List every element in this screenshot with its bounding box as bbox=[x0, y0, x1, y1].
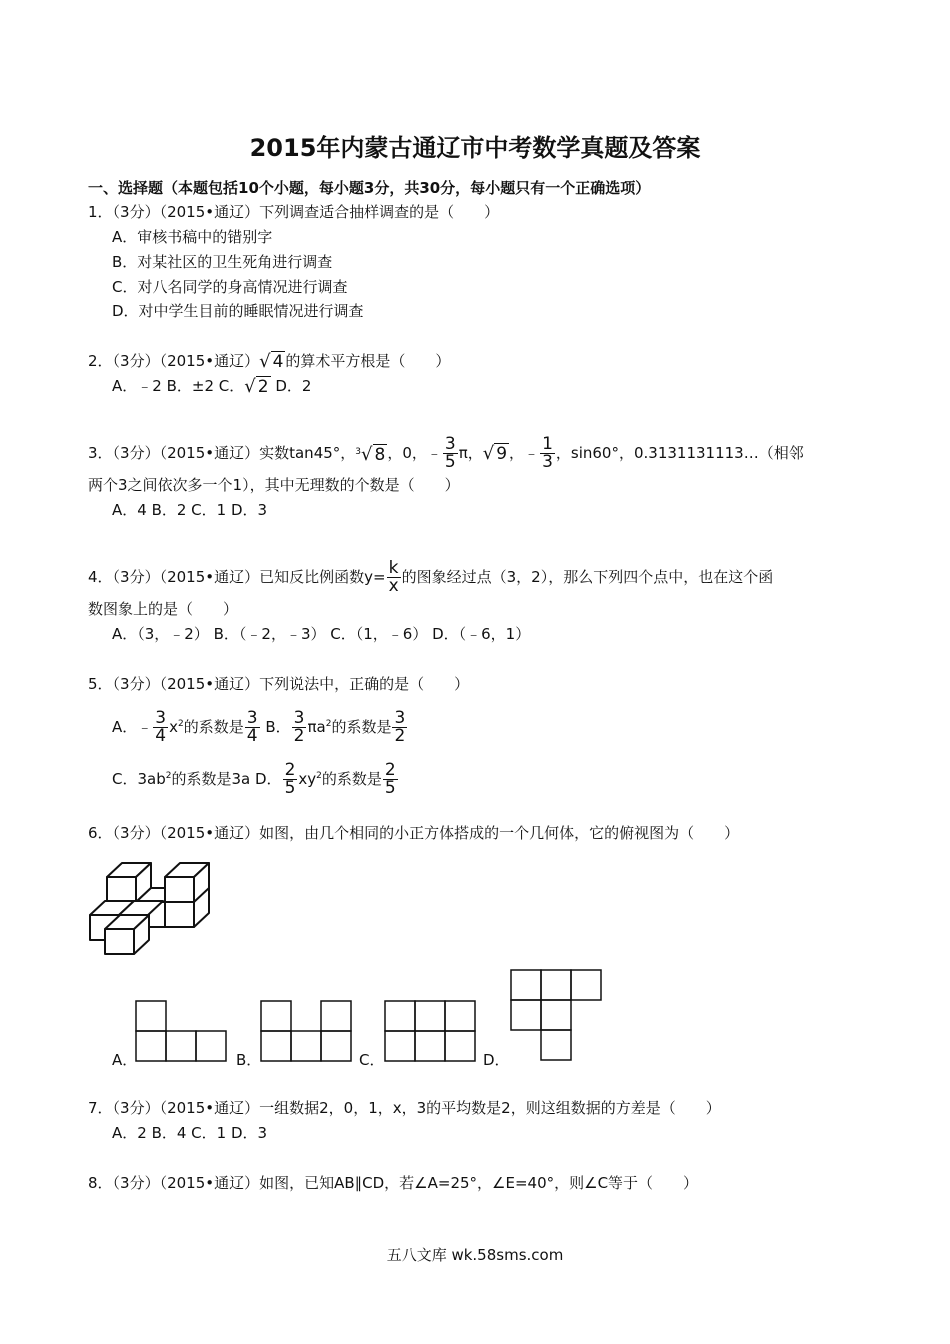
q5-b-prefix: B． bbox=[265, 718, 291, 736]
q6-cube-figure bbox=[85, 855, 220, 965]
page-title: 2015年内蒙古通辽市中考数学真题及答案 bbox=[249, 134, 701, 162]
q6-option-a-grid bbox=[135, 1000, 229, 1064]
q2-suffix: 的算术平方根是（ ） bbox=[285, 352, 451, 370]
q6-label-b: B． bbox=[236, 1051, 262, 1069]
q2-options bbox=[112, 376, 311, 397]
q5-a-var: x bbox=[169, 718, 178, 736]
q5-d-coef-denominator: 5 bbox=[384, 778, 396, 798]
q4-suffix: 的图象经过点（3，2），那么下列四个点中，也在这个函 bbox=[401, 568, 774, 586]
q2-option-a: A．﹣2 bbox=[112, 377, 162, 395]
q1-option-c: C．对八名同学的身高情况进行调查 bbox=[112, 278, 348, 296]
q6-label-c: C． bbox=[359, 1051, 385, 1069]
q2-option-c-label: C． bbox=[218, 377, 245, 395]
q3-f1-denominator: 5 bbox=[444, 452, 456, 472]
q5-a-prefix: A．﹣ bbox=[112, 718, 153, 736]
q2-option-c-sqrt: √ 2 bbox=[244, 375, 269, 397]
q6-label-d: D． bbox=[483, 1051, 510, 1069]
q5-d-mid: 的系数是 bbox=[321, 770, 382, 788]
q5-d-exp: 2 bbox=[316, 771, 322, 781]
q4-stem-line2: 数图象上的是（ ） bbox=[88, 600, 239, 618]
q3-pi: π， bbox=[458, 444, 483, 462]
q3-f2-numerator: 1 bbox=[542, 434, 553, 454]
q5-a-fraction bbox=[153, 710, 168, 745]
q2-radicand: 4 bbox=[272, 351, 284, 372]
q5-b-denominator: 2 bbox=[293, 726, 305, 746]
q7-options: A．2 B．4 C．1 D．3 bbox=[112, 1124, 268, 1142]
q5-b-exp: 2 bbox=[325, 719, 332, 729]
q4-options: A．（3，﹣2） B．（﹣2，﹣3） C．（1，﹣6） D．（﹣6，1） bbox=[112, 625, 531, 643]
q2-option-c-radicand: 2 bbox=[257, 376, 269, 397]
q5-c-suffix: 的系数是3a bbox=[171, 770, 251, 788]
q2-option-b: B．±2 bbox=[166, 377, 214, 395]
q5-a-denominator: 4 bbox=[155, 726, 167, 746]
q3-root-index: 3 bbox=[355, 447, 362, 457]
q1-option-d: D．对中学生目前的睡眠情况进行调查 bbox=[112, 302, 364, 320]
q4-prefix: 4．（3分）（2015•通辽）已知反比例函数y= bbox=[88, 568, 386, 586]
q3-sqrt-radicand: 9 bbox=[496, 443, 508, 464]
q5-b-numerator: 3 bbox=[293, 708, 305, 728]
q8-stem: 8．（3分）（2015•通辽）如图，已知AB∥CD，若∠A=25°，∠E=40°，则∠C等于（ ） bbox=[88, 1174, 699, 1192]
q5-d-coef-numerator: 2 bbox=[384, 760, 396, 780]
footer-watermark: 五八文库 wk.58sms.com bbox=[386, 1246, 564, 1264]
q4-stem bbox=[88, 560, 773, 595]
q3-sep1: ，0，﹣ bbox=[387, 444, 442, 462]
q3-suffix: ，sin60°，0.3131131113…（相邻 bbox=[555, 444, 804, 462]
q6-option-b-grid bbox=[260, 1000, 354, 1064]
q3-f1-numerator: 3 bbox=[444, 434, 456, 454]
q6-stem: 6．（3分）（2015•通辽）如图，由几个相同的小正方体搭成的一个几何体，它的俯视图为（ ） bbox=[88, 824, 740, 842]
q2-sqrt: √ 4 bbox=[259, 350, 284, 372]
q2-prefix: 2．（3分）（2015•通辽） bbox=[88, 352, 260, 370]
q5-stem: 5．（3分）（2015•通辽）下列说法中，正确的是（ ） bbox=[88, 675, 470, 693]
q5-b-coef-denominator: 2 bbox=[394, 726, 406, 746]
q4-fraction bbox=[387, 560, 401, 595]
q4-denominator: x bbox=[388, 576, 399, 596]
q5-options-cd bbox=[112, 762, 399, 797]
q5-d-denominator: 5 bbox=[284, 778, 296, 798]
q3-f2-denominator: 3 bbox=[542, 452, 553, 472]
q1-stem: 1．（3分）（2015•通辽）下列调查适合抽样调查的是（ ） bbox=[88, 203, 500, 221]
q5-a-numerator: 3 bbox=[155, 708, 167, 728]
q5-b-fraction bbox=[292, 710, 307, 745]
q5-a-exp: 2 bbox=[177, 719, 184, 729]
q7-stem: 7．（3分）（2015•通辽）一组数据2，0，1，x，3的平均数是2，则这组数据的方差是（ ） bbox=[88, 1099, 721, 1117]
q3-stem bbox=[88, 436, 804, 471]
q3-fraction-1 bbox=[443, 436, 458, 471]
q3-prefix: 3．（3分）（2015•通辽）实数tan45°， bbox=[88, 444, 356, 462]
q3-options: A．4 B．2 C．1 D．3 bbox=[112, 501, 268, 519]
q6-option-d-grid bbox=[510, 969, 604, 1063]
q5-a-coef bbox=[245, 710, 260, 745]
q6-label-a: A． bbox=[112, 1051, 138, 1069]
q1-option-b: B．对某社区的卫生死角进行调查 bbox=[112, 253, 333, 271]
q4-numerator: k bbox=[387, 560, 401, 578]
q5-c-exp: 2 bbox=[165, 771, 172, 781]
q5-d-numerator: 2 bbox=[284, 760, 296, 780]
q5-d-coef bbox=[383, 762, 398, 797]
q5-a-coef-numerator: 3 bbox=[246, 708, 258, 728]
q3-cube-radicand: 8 bbox=[374, 445, 386, 465]
q3-cube-root: $^3$√ 8 bbox=[355, 444, 386, 465]
q5-d-prefix: D． bbox=[255, 770, 282, 788]
q5-a-mid: 的系数是 bbox=[183, 718, 244, 736]
q3-stem-line2: 两个3之间依次多一个1），其中无理数的个数是（ ） bbox=[88, 476, 460, 494]
q3-fraction-2 bbox=[540, 436, 555, 471]
q5-options-ab bbox=[112, 710, 408, 745]
q5-d-fraction bbox=[283, 762, 298, 797]
q1-option-a: A．审核书稿中的错别字 bbox=[112, 228, 273, 246]
q6-option-c-grid bbox=[384, 1000, 478, 1064]
section-heading: 一、选择题（本题包括10个小题，每小题3分，共30分，每小题只有一个正确选项） bbox=[88, 179, 651, 197]
q5-b-coef-numerator: 3 bbox=[394, 708, 406, 728]
q5-a-coef-denominator: 4 bbox=[246, 726, 258, 746]
q5-d-var: xy bbox=[298, 770, 317, 788]
q5-b-mid: 的系数是 bbox=[331, 718, 392, 736]
q5-b-coef bbox=[392, 710, 407, 745]
q5-c-prefix: C．3ab bbox=[112, 770, 166, 788]
q2-option-d: D．2 bbox=[275, 377, 312, 395]
q2-stem bbox=[88, 351, 450, 372]
q5-b-var: πa bbox=[307, 718, 326, 736]
q3-sep2: ，﹣ bbox=[509, 444, 540, 462]
q3-sqrt: √ 9 bbox=[482, 442, 508, 464]
